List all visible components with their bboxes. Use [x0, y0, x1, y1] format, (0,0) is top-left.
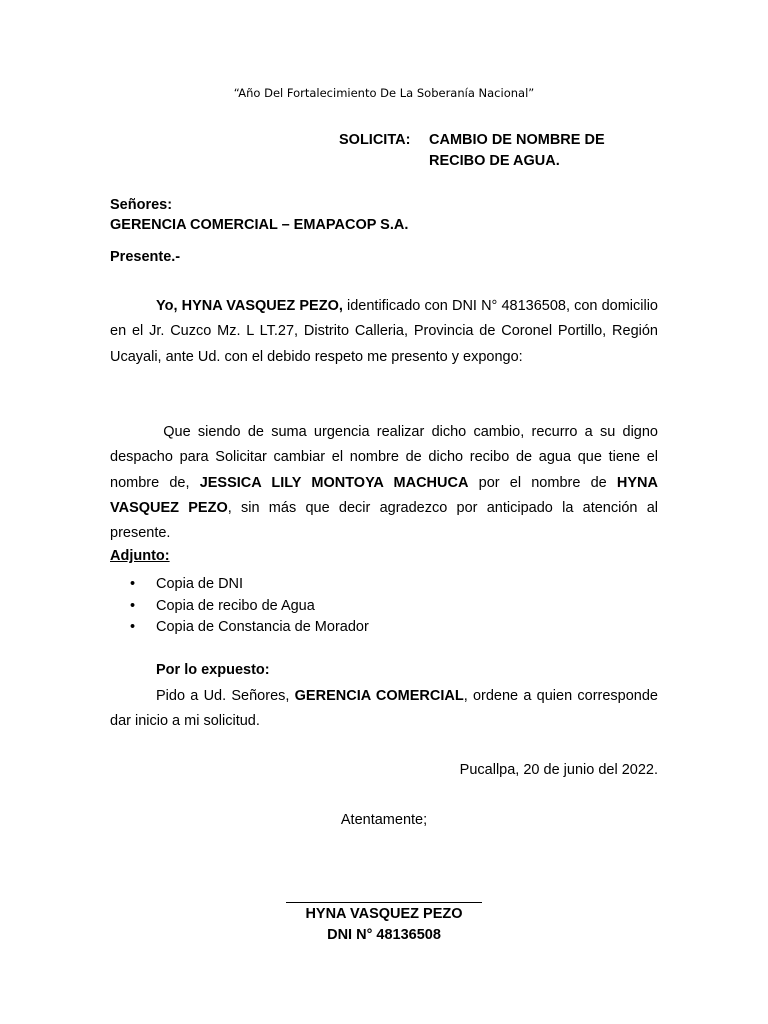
applicant-name: Yo, HYNA VASQUEZ PEZO, [156, 298, 343, 314]
list-item [130, 617, 369, 639]
subject-block [339, 130, 659, 172]
bullet-icon: • [130, 597, 136, 614]
list-item [130, 596, 369, 618]
attachment-item-label: Copia de Constancia de Morador [156, 619, 369, 635]
addressee-salutation: Señores: [110, 197, 173, 213]
greeting: Presente.- [110, 249, 181, 265]
closing-heading: Por lo expuesto: [156, 662, 270, 678]
subject-value [429, 130, 659, 172]
attachment-item-label: Copia de DNI [156, 576, 244, 592]
addressee-organization: GERENCIA COMERCIAL – EMAPACOP S.A. [110, 217, 409, 233]
paragraph-introduction [110, 294, 658, 370]
closing-text-1: Pido a Ud. Señores, [156, 688, 295, 704]
closing-text-2: , ordene a quien corresponde dar inicio a mi solicitud. [110, 688, 658, 730]
attachments-title: Adjunto: [110, 548, 170, 564]
bullet-icon: • [130, 576, 136, 592]
introduction-text: identificado con DNI N° 48136508, con domicilio en el Jr. Cuzco Mz. L LT.27, Distrito Calleria, Provincia de Coronel Portillo, Región Ucayali, ante Ud. con el debido respeto me presento y expongo: [110, 298, 659, 365]
signature-line [286, 902, 482, 903]
request-text-2: por el nombre de [468, 474, 617, 491]
request-text-1: Que siendo de suma urgencia realizar dicho cambio, recurro a su digno despacho para Solicitar cambiar el nombre de dicho recibo de agua que tiene el nombre de, [110, 424, 658, 491]
request-text-3: , sin más que decir agradezco por anticipado la atención al presente. [110, 499, 658, 542]
place-date: Pucallpa, 20 de junio del 2022. [459, 762, 658, 778]
list-item [130, 574, 369, 596]
paragraph-request [110, 420, 658, 546]
farewell: Atentamente; [340, 812, 428, 828]
signer-dni: DNI N° 48136508 [327, 927, 441, 943]
attachment-item-label: Copia de recibo de Agua [156, 597, 315, 614]
subject-label: SOLICITA: [339, 132, 411, 148]
closing-organization: GERENCIA COMERCIAL [294, 688, 464, 704]
attachments-list [130, 574, 369, 639]
signer-name: HYNA VASQUEZ PEZO [305, 906, 463, 922]
signature-block [0, 904, 768, 946]
bullet-icon: • [130, 619, 136, 635]
current-holder-name: JESSICA LILY MONTOYA MACHUCA [199, 474, 469, 491]
year-motto: “Año Del Fortalecimiento De La Soberanía Nacional” [233, 86, 535, 100]
new-holder-name: HYNA VASQUEZ PEZO [110, 474, 658, 516]
subject-line-1: CAMBIO DE NOMBRE DE [429, 132, 605, 148]
subject-line-2: RECIBO DE AGUA. [429, 153, 560, 169]
addressee-block [110, 195, 658, 235]
paragraph-closing [110, 684, 658, 735]
